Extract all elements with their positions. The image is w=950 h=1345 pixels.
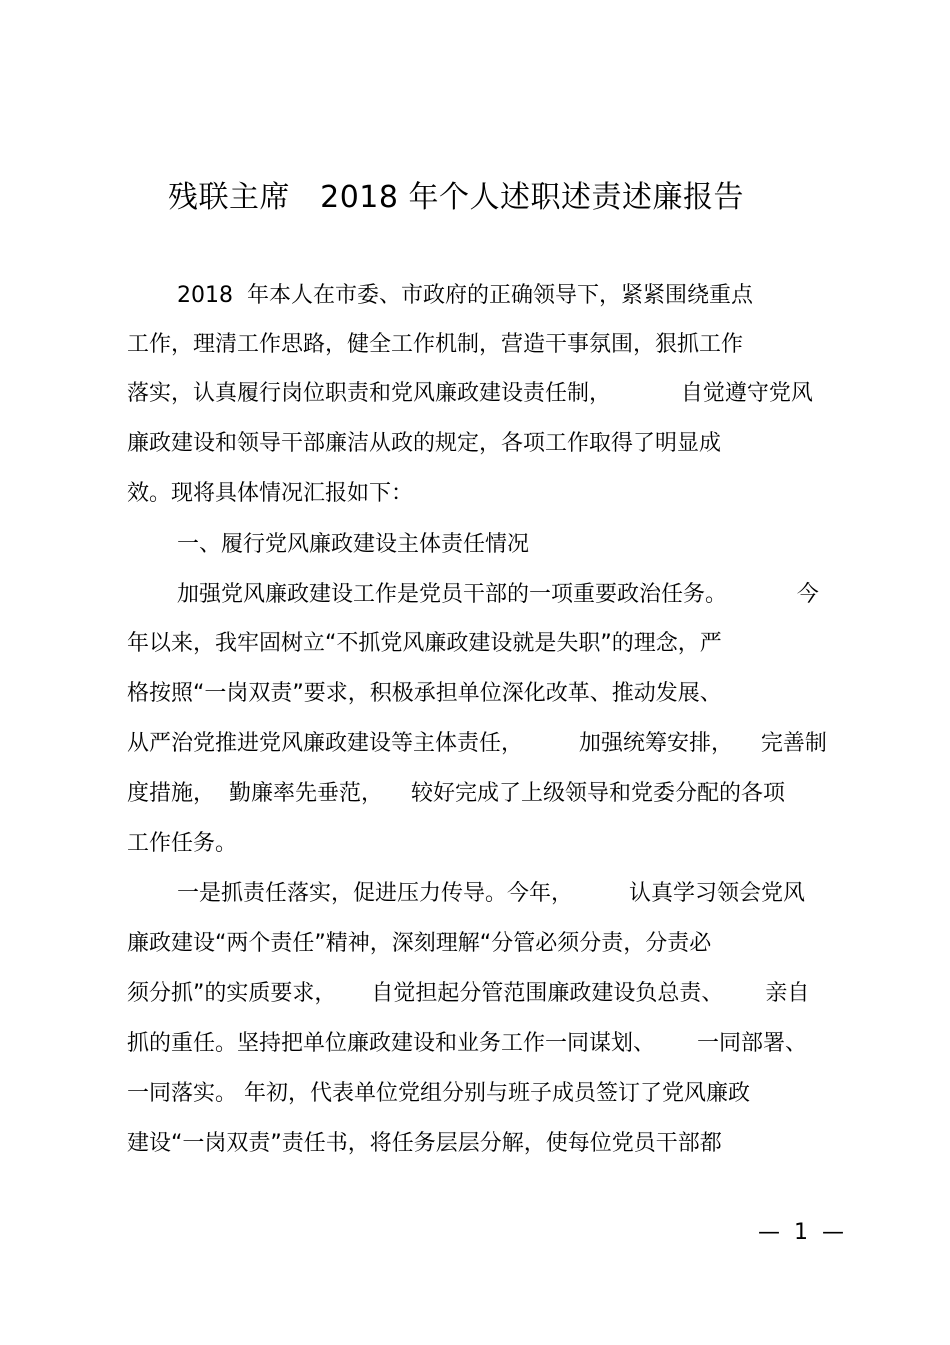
paragraph-line: 从严治党推进党风廉政建设等主体责任， 加强统筹安排， 完善制 xyxy=(127,731,827,756)
paragraph-line: 建设“一岗双责”责任书，将任务层层分解，使每位党员干部都 xyxy=(127,1131,722,1156)
document-title: 残联主席 2018 年个人述职述责述廉报告 xyxy=(168,180,744,215)
paragraph-line: 2018 年本人在市委、市政府的正确领导下，紧紧围绕重点 xyxy=(177,283,753,308)
paragraph-line: 加强党风廉政建设工作是党员干部的一项重要政治任务。 今 xyxy=(177,582,819,607)
paragraph-line: 一是抓责任落实，促进压力传导。今年， 认真学习领会党风 xyxy=(177,881,805,906)
paragraph-line: 廉政建设“两个责任”精神，深刻理解“分管必须分责，分责必 xyxy=(127,931,712,956)
paragraph-line: 年以来，我牢固树立“不抓党风廉政建设就是失职”的理念，严 xyxy=(127,631,722,656)
section-heading: 一、履行党风廉政建设主体责任情况 xyxy=(177,532,530,557)
paragraph-line: 廉政建设和领导干部廉洁从政的规定，各项工作取得了明显成 xyxy=(127,431,722,456)
paragraph-line: 抓的重任。坚持把单位廉政建设和业务工作一同谋划、 一同部署、 xyxy=(127,1031,807,1056)
paragraph-line: 工作，理清工作思路，健全工作机制，营造干事氛围，狠抓工作 xyxy=(127,332,744,357)
paragraph-line: 工作任务。 xyxy=(127,831,238,856)
paragraph-line: 度措施， 勤廉率先垂范， 较好完成了上级领导和党委分配的各项 xyxy=(127,781,785,806)
page-number: — 1 — xyxy=(758,1220,844,1245)
paragraph-line: 落实，认真履行岗位职责和党风廉政建设责任制， 自觉遵守党风 xyxy=(127,381,813,406)
paragraph-line: 效。现将具体情况汇报如下： xyxy=(127,481,414,506)
paragraph-line: 须分抓”的实质要求， 自觉担起分管范围廉政建设负总责、 亲自 xyxy=(127,981,810,1006)
paragraph-line: 格按照“一岗双责”要求，积极承担单位深化改革、推动发展、 xyxy=(127,681,722,706)
paragraph-line: 一同落实。 年初，代表单位党组分别与班子成员签订了党风廉政 xyxy=(127,1081,750,1106)
